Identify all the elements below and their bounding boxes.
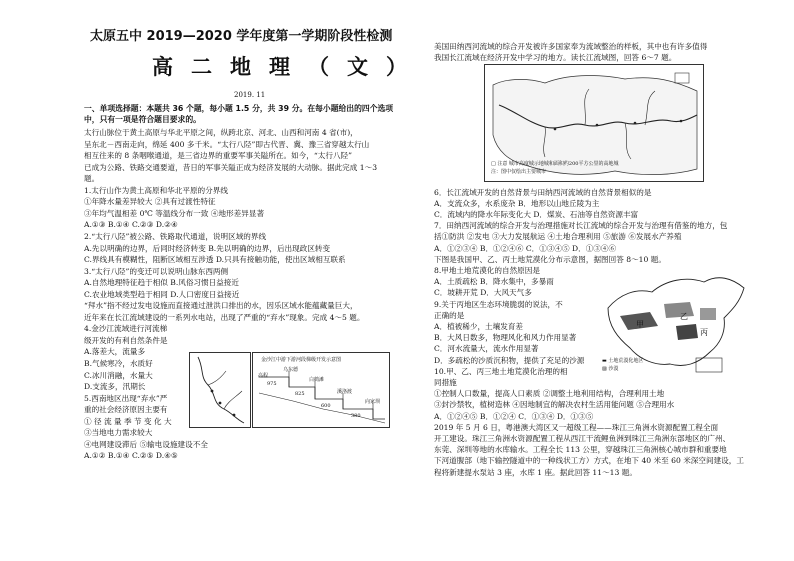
question-line: ④电网建设滞后 ⑤输电设施建设不全 (84, 439, 208, 449)
question-line: 东莞、深圳等地的水库输水。工程全长 113 公里，穿越珠江三角洲核心城市群和重要地 (434, 445, 727, 455)
region-yi: 乙 (680, 312, 688, 321)
question-line: A．支流众多，水系庞杂 B．地形以山地丘陵为主 (434, 198, 600, 208)
question-line: 下河道腹部（地下输控隧道中的一种线状工方）方式，在地下 40 米至 60 米深空间建设，工 (434, 456, 744, 466)
question-line: 10.甲、乙、丙三地土地荒漠化治理的相 (434, 366, 568, 376)
question-line: ③当地电力需求较大 (84, 428, 153, 438)
elevation-975: 975 (267, 381, 277, 387)
china-desertification-map (600, 268, 750, 378)
question-line: A．植被稀少，土壤发育差 (434, 322, 524, 331)
question-line: 4.金沙江流域进行河流梯 (84, 324, 168, 334)
question-line: ① 径 流 量 季 节 变 化 大 (84, 416, 172, 426)
question-line: 重的社会经济原因主要有 (84, 405, 168, 415)
exam-date: 2019. 11 (234, 91, 266, 99)
question-line: 9.关于丙地区生态环境脆弱的说法，不 (434, 299, 563, 309)
question-line: 开工建设。珠江三角洲水资源配置工程从西江干流鲤鱼洲到珠江三角洲东部地区的广州、 (434, 434, 731, 443)
question-line: 2019 年 5 月 6 日，粤港澳大湾区又一超级工程——珠江三角洲水资源配置工程全面 (434, 422, 719, 432)
question-line: A．①②④⑤ B．①②④ C．①③④ D．①③⑤ (434, 411, 594, 421)
question-line: A.自然地理特征趋于相似 B.风俗习惯日益接近 (84, 278, 239, 288)
question-line: 2.“太行八陉”被公路、铁路取代通道，说明区域的界线 (84, 231, 267, 241)
question-line: 级开发的有利自然条件是 (84, 335, 168, 345)
question-line: C．河水流量大，流水作用显著 (434, 344, 539, 354)
question-line: A.先以明确的边界，后同时经济转变 B.先以明确的边界，后出现政区转变 (84, 243, 331, 253)
question-line: 3.“太行八陉”的变迁可以说明山脉东西两侧 (84, 266, 229, 276)
question-line: ③封沙禁牧，植树造林 ④因地制宜的解决农村生活用能问题 ⑤合理用水 (434, 400, 675, 410)
question-line: ①控制人口数量，提高人口素质 ②调整土地利用结构，合理利用土地 (434, 389, 665, 399)
jinsha-river-map-svg (190, 353, 250, 427)
question-line: A.①② B.①④ C.②⑤ D.④⑤ (84, 451, 178, 461)
question-line: D．多疏松的沙质沉积物，提供了充足的沙源 (434, 355, 585, 365)
region-jia: 甲 (636, 320, 644, 329)
question-line: 已成为公路、铁路交通要道，昔日的军事关隘正成为经济发展的大动脉。据此完成 1～3 (84, 162, 378, 172)
dam-label-xiangjiaba: 向家坝 (365, 399, 381, 405)
question-line: 太行山脉位于黄土高原与华北平原之间，纵跨北京、河北、山西和河南 4 省(市)， (84, 128, 358, 137)
question-line: 呈东北－西南走向，绵延 400 多千米。“太行八陉”即古代晋、冀、豫三省穿越太行山 (84, 139, 370, 149)
exam-title: 太原五中 2019—2020 学年度第一学期阶段性检测 (90, 29, 393, 44)
question-line: A.①③ B.①④ C.②③ D.②④ (84, 220, 178, 230)
region-bing: 丙 (700, 328, 708, 337)
section-heading-2: 中，只有一项是符合题目要求的。 (84, 115, 201, 124)
question-line: 程将新建提水泵站 3 座，水库 1 座。据此回答 11～13 题。 (434, 467, 637, 477)
question-line: 7．田纳西河流域的综合开发与治理措施对长江流域的综合开发与治理有借鉴的地方，包 (434, 221, 728, 231)
question-line: 美国田纳西河流域的综合开发被许多国家奉为流域整治的样板，其中也有许多值得 (434, 42, 708, 51)
question-line: 近年来在长江流域建设的一系列水电站，出现了严重的“弃水”现象。完成 4～5 题。 (84, 312, 365, 322)
question-line: 正确的是 (434, 310, 465, 320)
map1-legend: □ 注意 城市高度城示地城和面积约200平方公里的高地城 (491, 161, 619, 167)
question-line: 6．长江流域开发的自然背景与田纳西河流域的自然背景相似的是 (434, 187, 652, 197)
question-line: C．坡耕开荒 D．大风天气多 (434, 288, 532, 298)
question-line: A．①②③④ B．①②④⑥ C．①③④⑤ D．①③④⑥ (434, 243, 617, 253)
question-line: 题。 (84, 174, 100, 184)
question-line: 相互往来的 8 条咽喉通道，是三省边界的重要军事关隘所在。如今，“太行八陉” (84, 151, 353, 161)
question-line: C.农业地域类型趋于相同 D.人口密度日益接近 (84, 289, 240, 299)
section-heading: 一、单项选择题：本题共 36 个题，每小题 1.5 分，共 39 分。在每小题给出的四个选项 (84, 104, 394, 113)
question-line: 下图是我国甲、乙、丙土地荒漠化分布示意图，据图回答 8～10 题。 (434, 254, 666, 264)
question-line: C.界线具有模糊性，阻断区域相互涉透 D.只具有接触功能，使出区域相互联系 (84, 255, 346, 265)
question-line: A.落差大，流量多 (84, 347, 146, 357)
map2-legend-desert: ▨ 沙漠 (602, 366, 619, 372)
dam-figure-caption: 金沙江中游下游河段梯级开发示意图 (261, 357, 342, 363)
question-line: 同措施 (434, 378, 457, 387)
elevation-380: 380 (351, 413, 361, 419)
elevation-600: 600 (321, 403, 331, 409)
exam-subject: 高二地理（文） (152, 54, 425, 79)
map1-note: 注：图中仅绘出主要城市 (491, 169, 547, 175)
dam-label-xiluodu: 溪洛渡 (337, 389, 353, 395)
dam-label-wudongde: 乌东德 (283, 367, 299, 373)
question-line: B.气候寒冷，水质好 (84, 359, 153, 368)
dam-profile-figure (252, 352, 390, 428)
question-line: 括①防洪 ②发电 ③大力发展航运 ④土地合理利用 ⑤旅游 ⑥发展水产养殖 (434, 232, 682, 242)
question-line: ①年降水量差异较大 ②具有过渡性特征 (84, 197, 216, 207)
question-line: ③年均气温相差 0℃ 等温线分布一致 ④地形差异显著 (84, 208, 265, 218)
question-line: A．土质疏松 B．降水集中，多暴雨 (434, 277, 554, 287)
axis-label: 高程 (258, 373, 269, 379)
question-line: B．大风日数多，物理风化和风力作用显著 (434, 333, 577, 343)
map2-legend-desertification: ▬ 土地荒漠化地区 (602, 358, 644, 364)
question-line: 1.太行山作为黄土高原和华北平原的分界线 (84, 185, 228, 195)
question-line: “拜水”指不经过发电设施而直接通过泄洪口排出的水，因乐区域水能蕴藏量巨大， (84, 301, 358, 311)
question-line: 我国长江流域在经济开发中学习的地方。读长江流域图，回答 6～7 题。 (434, 53, 677, 63)
elevation-825: 825 (295, 391, 305, 397)
question-line: C．流域内的降水年际变化大 D．煤炭、石油等自然资源丰富 (434, 210, 639, 219)
question-line: 5.西南地区出现“弃水”严 (84, 393, 168, 403)
dam-label-baihetan: 白鹤滩 (309, 377, 325, 383)
yangtze-basin-map (484, 64, 704, 182)
jinsha-river-map (189, 352, 251, 428)
question-line: C.冰川消融，水量大 (84, 370, 153, 380)
question-line: 8.甲地土地荒漠化的自然原因是 (434, 266, 540, 275)
question-line: D.支流多，汛期长 (84, 382, 146, 392)
